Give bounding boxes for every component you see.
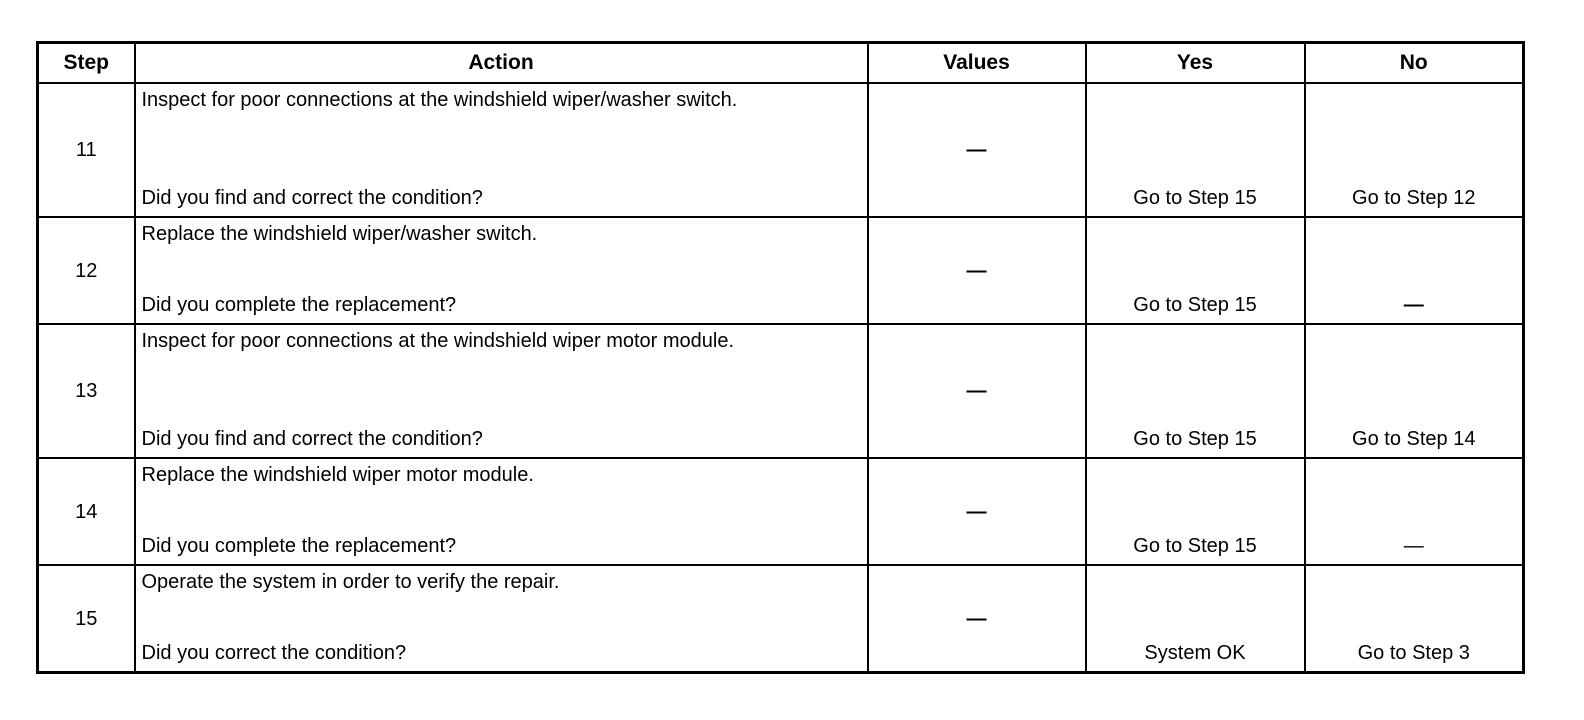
step-number: 11 [38,83,135,217]
step-number: 14 [38,458,135,565]
step-number: 15 [38,565,135,673]
dash-value: — [966,607,987,630]
action-cell [135,565,868,673]
action-cell [135,324,868,458]
action-cell [135,83,868,217]
no-result: Go to Step 12 [1352,187,1476,209]
no-cell [1305,565,1524,673]
values-cell [868,217,1086,324]
header-step: Step [38,43,135,84]
step-number: 12 [38,217,135,324]
no-result: — [1403,535,1424,557]
no-cell [1305,324,1524,458]
yes-result: Go to Step 15 [1133,187,1257,209]
no-cell [1305,217,1524,324]
yes-cell [1086,83,1305,217]
action-question: Did you find and correct the condition? [141,428,483,450]
header-action: Action [135,43,868,84]
step-number: 13 [38,324,135,458]
action-text: Replace the windshield wiper motor module. [141,464,534,486]
no-result: Go to Step 14 [1352,428,1476,450]
action-question: Did you complete the replacement? [141,294,457,316]
table-row [38,565,1524,673]
header-values: Values [868,43,1086,84]
yes-result: System OK [1144,642,1246,664]
table-row [38,217,1524,324]
table-row [38,324,1524,458]
action-text: Replace the windshield wiper/washer switch. [141,223,538,245]
dash-value: — [966,380,987,402]
yes-result: Go to Step 15 [1133,535,1257,557]
yes-cell [1086,458,1305,565]
table-row [38,458,1524,565]
action-question: Did you find and correct the condition? [141,187,483,209]
dash-value: — [966,139,987,161]
yes-cell [1086,217,1305,324]
diagnostic-table [36,41,1525,674]
action-question: Did you correct the condition? [141,642,407,664]
action-cell [135,217,868,324]
values-cell [868,83,1086,217]
header-yes: Yes [1086,43,1305,84]
no-cell [1305,83,1524,217]
no-result: — [1403,294,1424,316]
yes-result: Go to Step 15 [1133,294,1257,316]
action-cell [135,458,868,565]
action-text: Inspect for poor connections at the windshield wiper motor module. [141,330,735,352]
yes-cell [1086,324,1305,458]
dash-value: — [966,259,987,282]
values-cell [868,565,1086,673]
values-cell [868,324,1086,458]
no-cell [1305,458,1524,565]
header-no: No [1305,43,1524,84]
action-text: Inspect for poor connections at the windshield wiper/washer switch. [141,89,738,111]
header-row [38,43,1524,84]
values-cell [868,458,1086,565]
dash-value: — [966,500,987,523]
action-text: Operate the system in order to verify the repair. [141,571,560,593]
table-row [38,83,1524,217]
yes-result: Go to Step 15 [1133,428,1257,450]
action-question: Did you complete the replacement? [141,535,457,557]
no-result: Go to Step 3 [1357,642,1470,664]
yes-cell [1086,565,1305,673]
